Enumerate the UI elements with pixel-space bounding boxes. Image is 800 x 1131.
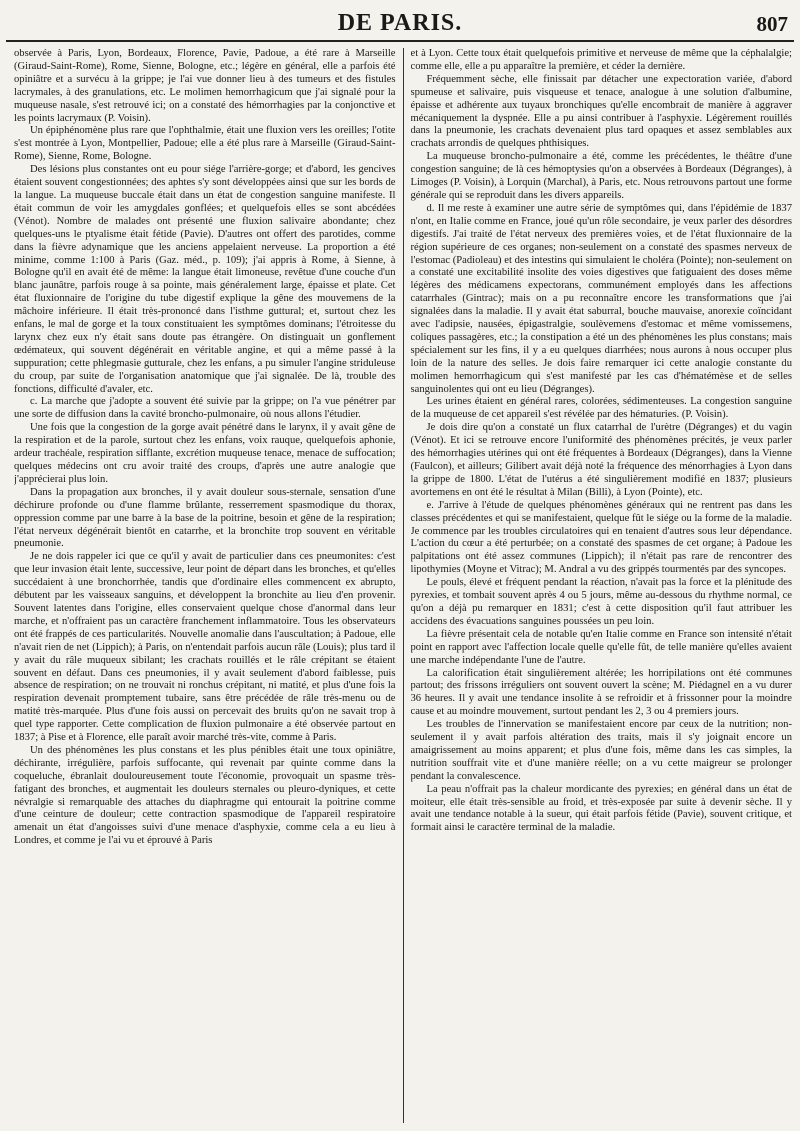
paragraph: Les troubles de l'innervation se manifestaient encore par ceux de la nutrition; non-seulement il y avait parfois altération des traits, mais il s'y joignait encore un amaigrissement au moins apparent; et plus d'une fois, même dans les cas simples, la nutrition souffrait vite et d'une manière réelle; on a vu cette maigreur se prolonger pendant la convalescence.	[410, 719, 792, 782]
paragraph: Je dois dire qu'on a constaté un flux catarrhal de l'urètre (Dégranges) et du vagin (Vénot). Et ici se retrouve encore l'uniformité des phénomènes précités, je veux parler des hémorrhagies utérines qui ont été fréquentes à Bordeaux (Dégranges), dans la Vienne (Faulcon), et ailleurs; Gilibert avait déjà noté la fréquence des ménorrhagies à Lyon dans la grippe de 1800. L'état de l'utérus a été singulièrement modifié en 1837; plusieurs avortemens en ont été le résultat à Milan (Billi), à Lyon (Pointe), etc.	[410, 422, 792, 498]
paragraph: Fréquemment sèche, elle finissait par détacher une expectoration variée, d'abord spumeuse et salivaire, puis visqueuse et tenace, analogue à une solution d'albumine, épaisse et adhérente aux tuyaux bronchiques qu'elle encombrait de manière à aggraver mécaniquement la dyspnée. Elle a pu ainsi contribuer à l'asphyxie. Légèrement rouillés dans la pneumonie, les crachats devenaient plus tard opaques et assez semblables aux crachats arrondis de quelques phthisiques.	[410, 73, 792, 150]
right-column	[411, 48, 793, 1123]
paragraph: Dans la propagation aux bronches, il y avait douleur sous-sternale, sensation d'une déchirure profonde ou d'une flamme brûlante, resserrement spasmodique du thorax, oppression comme par une barre à la base de la poitrine, besoin et gêne de la respiration; l'état nerveux dégénérait bientôt en catarrhe, et la bronchite trop souvent en véritable pneumonie.	[14, 486, 396, 550]
paragraph: La muqueuse broncho-pulmonaire a été, comme les précédentes, le théâtre d'une congestion sanguine; de là ces hémoptysies qu'on a observées à Bordeaux (Dégranges), à Limoges (P. Voisin), à Lorquin (Marchal), à Paris, etc. Nous retrouvons partout une forme générale qui se reproduit dans les divers appareils.	[410, 151, 792, 201]
page-number: 807	[756, 12, 788, 36]
paragraph: La calorification était singulièrement altérée; les horripilations ont été communes partout; des frissons irréguliers ont souvent ouvert la scène; M. Piédagnel en a vu durer 36 heures. Il y avait une tendance insolite à se refroidir et à frissonner pour la moindre cause et au moindre mouvement, surtout pendant les 2, 3 ou 4 premiers jours.	[410, 667, 792, 718]
paragraph: d. Il me reste à examiner une autre série de symptômes qui, dans l'épidémie de 1837 n'ont, en Italie comme en France, joué qu'un rôle secondaire, je veux parler des désordres digestifs. J'ai traité de l'état nerveux des premières voies, et de l'état fluxionnaire de la région supérieure de ces organes; non-seulement on a constaté des spasmes nerveux de l'estomac (Padioleau) et des intestins qui simulaient le choléra (Pointe); non-seulement on a constaté une excitabilité insolite des voies digestives que fatiguaient des doses même légères des médicamens expectorans, communément employés dans les affections catarrhales (Gintrac); mais on a pu reconnaître encore les transformations que j'ai signalées dans la maladie. Il y avait état saburral, bouche mauvaise, anorexie coïncidant avec l'adipsie, nausées, épigastralgie, soulèvemens d'estomac et même vomissemens, coliques passagères, etc.; la constipation a été un des phénomènes les plus constans; mais spécialement sur les fins, il y a eu quelques diarrhées; nous aurons à nous occuper plus loin de la nature des selles. Je dois faire remarquer ici cette analogie constante du molimen hemorrhagicum qui s'est manifesté par les cas d'hématémèse et de selles sanguinolentes qui ont eu lieu (Dégranges).	[410, 202, 792, 395]
paragraph: Le pouls, élevé et fréquent pendant la réaction, n'avait pas la force et la plénitude des pyrexies, et tombait souvent après 4 ou 5 jours, même au-dessous du rhythme normal, ce qu'on a déjà pu remarquer en 1831; c'est à cette disposition qu'il faut attribuer les accidens des évacuations sanguines poussées un peu loin.	[410, 577, 792, 627]
paragraph: Une fois que la congestion de la gorge avait pénétré dans le larynx, il y avait gêne de la respiration et de la parole, surtout chez les enfans, voix rauque, quelquefois aphonie, ardeur trachéale, respiration sifflante, excrétion muqueuse tenace, menace de suffocation; quelques médecins ont cru avoir traité des croups, d'après une autre analogie que j'apprécierai plus loin.	[14, 422, 396, 485]
paragraph: et à Lyon. Cette toux était quelquefois primitive et nerveuse de même que la céphalalgie; comme elle, elle a pu apparaître la première, et céder la dernière.	[410, 48, 792, 72]
paragraph: La peau n'offrait pas la chaleur mordicante des pyrexies; en général dans un état de moiteur, elle était très-sensible au froid, et très-exposée par suite à devenir sèche. Il y avait une tendance notable à la sueur, qui était parfois fétide (Pavie), souvent critique, et formait ainsi le caractère terminal de la maladie.	[410, 783, 792, 834]
paragraph: Les urines étaient en général rares, colorées, sédimenteuses. La congestion sanguine de la muqueuse de cet appareil s'est révélée par des hématuries. (P. Voisin).	[410, 396, 792, 421]
text-columns	[14, 48, 792, 1123]
running-title: DE PARIS.	[337, 10, 463, 36]
paragraph: Un épiphénomène plus rare que l'ophthalmie, était une fluxion vers les oreilles; l'otite s'est montrée à Lyon, Montpellier, Padoue; elle a été plus rare à Marseille (Giraud-Saint-Rome), Sienne, Rome, Bologne.	[14, 125, 396, 163]
column-divider	[403, 48, 404, 1123]
paragraph: Je ne dois rappeler ici que ce qu'il y avait de particulier dans ces pneumonites: c'est que leur invasion était lente, successive, leur point de départ dans les bronches, et qu'elles succédaient à une bronchorrhée, tandis que d'ordinaire elles commencent ex abrupto, débutent par les vaisseaux sanguins, et développent la bronchite au lieu d'en provenir. Souvent latentes dans l'origine, elles conservaient quelque chose d'anormal dans leur marche, et n'offraient pas un caractère franchement inflammatoire. Tous les observateurs ont été frappés de ces particularités. Nouvelle anomalie dans l'auscultation; à Padoue, elle n'avait rien de net (Lippich); à Paris, on n'entendait parfois aucun râle (Louis); plus tard il y avait du râle muqueux sibilant; les crachats rouillés et le râle crépitant se étaient souvent en défaut. Dans ces pneumonies, il y avait seulement d'abord faiblesse, puis absence de respiration; on ne trouvait ni ronchus crépitant, ni matité, et plus d'une fois la respiration devenait promptement tubaire, sans être précédée de râle très-menu ou de matité très-marquée. Plus d'une fois aussi on percevait des bruits qu'on ne savait trop à quel type rapporter. Cette complication de fluxion pulmonaire a été observée partout en 1837; à Pise et à Florence, elle paraît avoir marché très-vite, comme à Paris.	[14, 551, 396, 744]
paragraph: Un des phénomènes les plus constans et les plus pénibles était une toux opiniâtre, déchirante, irrégulière, parfois suffocante, qui revenait par quinte comme dans la coqueluche, ébranlait douloureusement toute l'économie, provoquait un spasme très-fatigant des bronches, et augmentait les douleurs sternales ou pleuro-dyniques, et cette névralgie si remarquable des attaches du diaphragme qui entourait la poitrine comme d'une ceinture de douleur; cette contraction spasmodique de l'appareil respiratoire amenait un état d'angoisses suivi d'une menace d'asphyxie, comme cela a eu lieu à Londres, et comme je l'ai vu et éprouvé à Paris	[14, 744, 396, 847]
page-header	[6, 0, 794, 42]
paragraph: e. J'arrive à l'étude de quelques phénomènes généraux qui ne rentrent pas dans les classes précédentes et qui se manifestaient, quelque fût le siége ou la forme de la maladie. Je commence par les troubles circulatoires qui en tenaient d'autres sous leur dépendance. L'action du cœur a été perturbée; on a constaté des spasmes de cet organe; à Padoue les palpitations ont été assez communes (Lippich); il n'était pas rare de rencontrer des lipothymies (Moyne et Vitrac); M. Andral a vu des grippés tourmentés par des syncopes.	[410, 499, 792, 576]
paragraph: La fièvre présentait cela de notable qu'en Italie comme en France son intensité n'était point en rapport avec l'affection locale quelle qu'elle fût, de telle manière qu'elles avaient une marche indépendante l'une de l'autre.	[410, 628, 792, 666]
left-column	[14, 48, 396, 1123]
paragraph: Des lésions plus constantes ont eu pour siége l'arrière-gorge; et d'abord, les gencives étaient souvent congestionnées; des aphtes s'y sont développées ainsi que sur les bords de la langue. La muqueuse buccale était dans un état de congestion sanguine manifeste. Il était commun de voir les amygdales gonflées; et quelquefois elles se sont abcédées (Vénot). Nombre de malades ont présenté une fluxion salivaire abondante; chez quelques-uns le ptyalisme était fétide (Pavie). D'autres ont offert des parotides, comme dans la fièvre adynamique que les anciens appelaient nerveuse. La proportion a été minime, comme 1:100 à Paris (Gaz. méd., p. 109); j'ai appris à Rome, à Sienne, à Bologne qu'il en avait été de même: la langue était limoneuse, revêtue d'une couche d'un blanc jaunâtre, parfois rouge à sa pointe, mais généralement large, épaisse et plate. Cet état fluxionnaire de l'origine du tube digestif explique la gêne des mouvemens de la mâchoire inférieure. Il était très-prononcé dans l'isthme guttural; et, surtout chez les enfans, le mal de gorge et la toux constituaient les symptômes dominans; l'étroitesse du larynx chez eux n'y était sans doute pas étrangère. On distinguait un gonflement œdémateux, qui souvent dégénérait en véritable angine, et qui a même passé à la suppuration; cette phlegmasie gutturale, chez les enfans, a pu simuler l'angine striduleuse du croup, par suite de l'organisation anatomique que j'ai signalée. De là, trouble des fonctions, difficulté d'avaler, etc.	[14, 164, 396, 395]
paragraph: c. La marche que j'adopte a souvent été suivie par la grippe; on l'a vue pénétrer par une sorte de diffusion dans la cavité broncho-pulmonaire, où nous allons l'étudier.	[14, 396, 396, 421]
paragraph: observée à Paris, Lyon, Bordeaux, Florence, Pavie, Padoue, a été rare à Marseille (Giraud-Saint-Rome), Rome, Sienne, Bologne, etc.; légère en général, elle a parfois été opiniâtre et a survécu à la grippe; je l'ai vue donner lieu à des tumeurs et des fistules lacrymales, à des granulations, etc. Le molimen hemorrhagicum que j'ai signalé pour la muqueuse nasale, s'est retrouvé ici; on a constaté des hémorrhagies par la conjonctive et les points lacrymaux (P. Voisin).	[14, 48, 396, 124]
